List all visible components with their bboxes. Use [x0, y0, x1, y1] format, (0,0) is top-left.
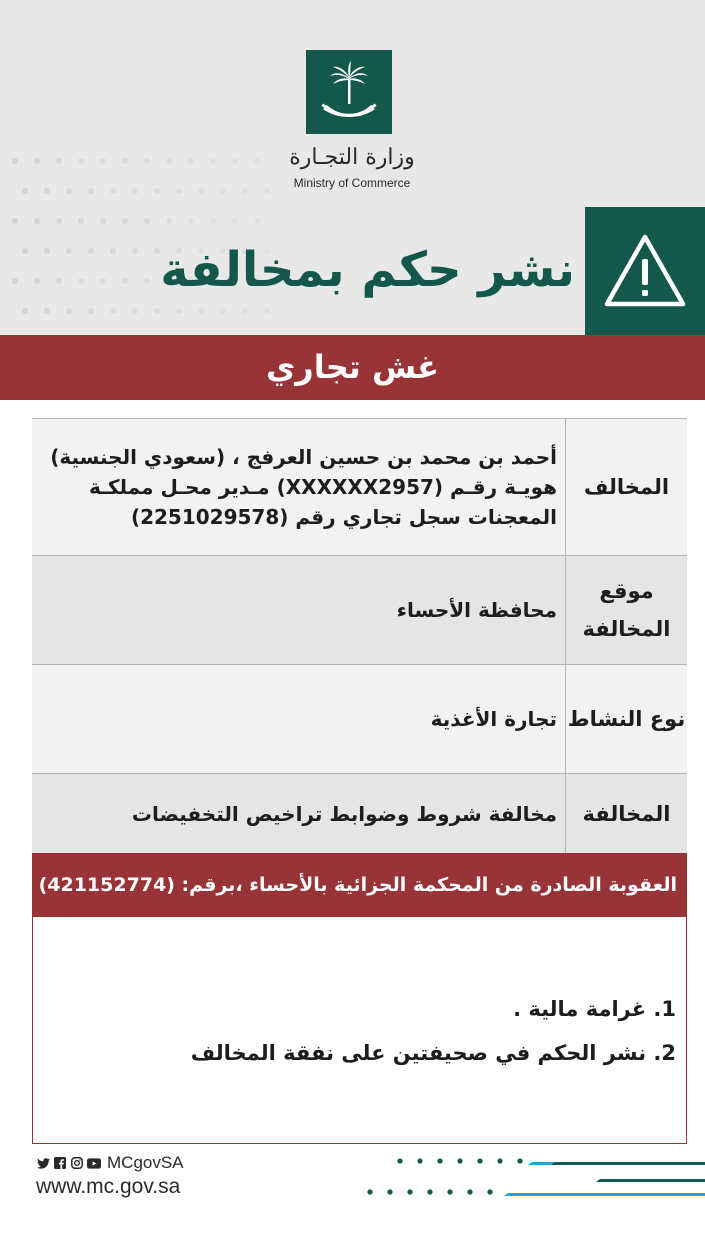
decorative-dot: [176, 188, 182, 194]
decorative-dot: [22, 188, 28, 194]
decorative-dot: [254, 158, 260, 164]
decorative-dot: [78, 158, 84, 164]
social-links: [36, 1152, 184, 1174]
decorative-dot: [210, 158, 216, 164]
decorative-dot: [242, 188, 248, 194]
decorative-dot: [12, 278, 18, 284]
decorative-dot: [12, 158, 18, 164]
penalty-header: العقوبة الصادرة من المحكمة الجزائية بالأحساء ،برقم: (421152774): [32, 853, 687, 917]
youtube-icon[interactable]: [87, 1156, 101, 1170]
footer-decoration: [360, 1150, 705, 1200]
decorative-dot: [232, 158, 238, 164]
social-handle[interactable]: MCgovSA: [107, 1153, 184, 1172]
row-value-violation: مخالفة شروط وضوابط تراخيص التخفيضات: [131, 801, 557, 826]
penalty-box: [32, 917, 687, 1144]
ministry-logo-icon: [306, 50, 392, 134]
decorative-dot: [220, 188, 226, 194]
instagram-icon[interactable]: [70, 1156, 84, 1170]
decorative-dot: [122, 158, 128, 164]
ministry-name-arabic: وزارة التجـارة: [289, 145, 415, 170]
warning-icon: [602, 232, 688, 310]
table-row: [32, 556, 687, 665]
notice-title: نشر حكم بمخالفة: [160, 242, 575, 298]
penalty-item: 1. غرامة مالية .: [513, 997, 676, 1021]
violation-category: غش تجاري: [0, 335, 705, 400]
decorative-dot: [12, 218, 18, 224]
facebook-icon[interactable]: [53, 1156, 67, 1170]
decorative-dot: [198, 188, 204, 194]
row-value-activity: تجارة الأغذية: [430, 707, 557, 731]
website-url[interactable]: www.mc.gov.sa: [36, 1175, 181, 1198]
row-label-location: موقع المخالفة: [565, 556, 687, 664]
row-value-location: محافظة الأحساء: [396, 598, 557, 622]
table-row: [32, 419, 687, 556]
penalty-item: 2. نشر الحكم في صحيفتين على نفقة المخالف: [190, 1041, 676, 1065]
ministry-name-english: Ministry of Commerce: [293, 176, 411, 190]
row-label-violation: المخالفة: [565, 774, 687, 853]
decorative-dot: [144, 158, 150, 164]
penalty-list: [56, 987, 676, 1075]
table-row: [32, 774, 687, 854]
decorative-dot: [56, 158, 62, 164]
decorative-dot: [188, 158, 194, 164]
decorative-dot: [44, 188, 50, 194]
violation-details-table: [32, 418, 687, 854]
decorative-dot: [34, 158, 40, 164]
table-row: [32, 665, 687, 774]
decorative-dot: [66, 188, 72, 194]
twitter-icon[interactable]: [36, 1156, 50, 1170]
decorative-dot: [166, 158, 172, 164]
row-label-activity: نوع النشاط: [565, 665, 687, 773]
row-value-violator: أحمد بن محمد بن حسين العرفج ، (سعودي الجنسية) هويـة رقـم (XXXXXX2957) مـدير محـل مملكـة المعجنات سجل تجاري رقم (2251029578): [50, 445, 557, 529]
row-label-violator: المخالف: [565, 419, 687, 555]
decorative-dot: [132, 188, 138, 194]
decorative-dot: [100, 158, 106, 164]
warning-badge: [585, 207, 705, 335]
decorative-dot: [110, 188, 116, 194]
decorative-dot: [154, 188, 160, 194]
decorative-dot: [88, 188, 94, 194]
